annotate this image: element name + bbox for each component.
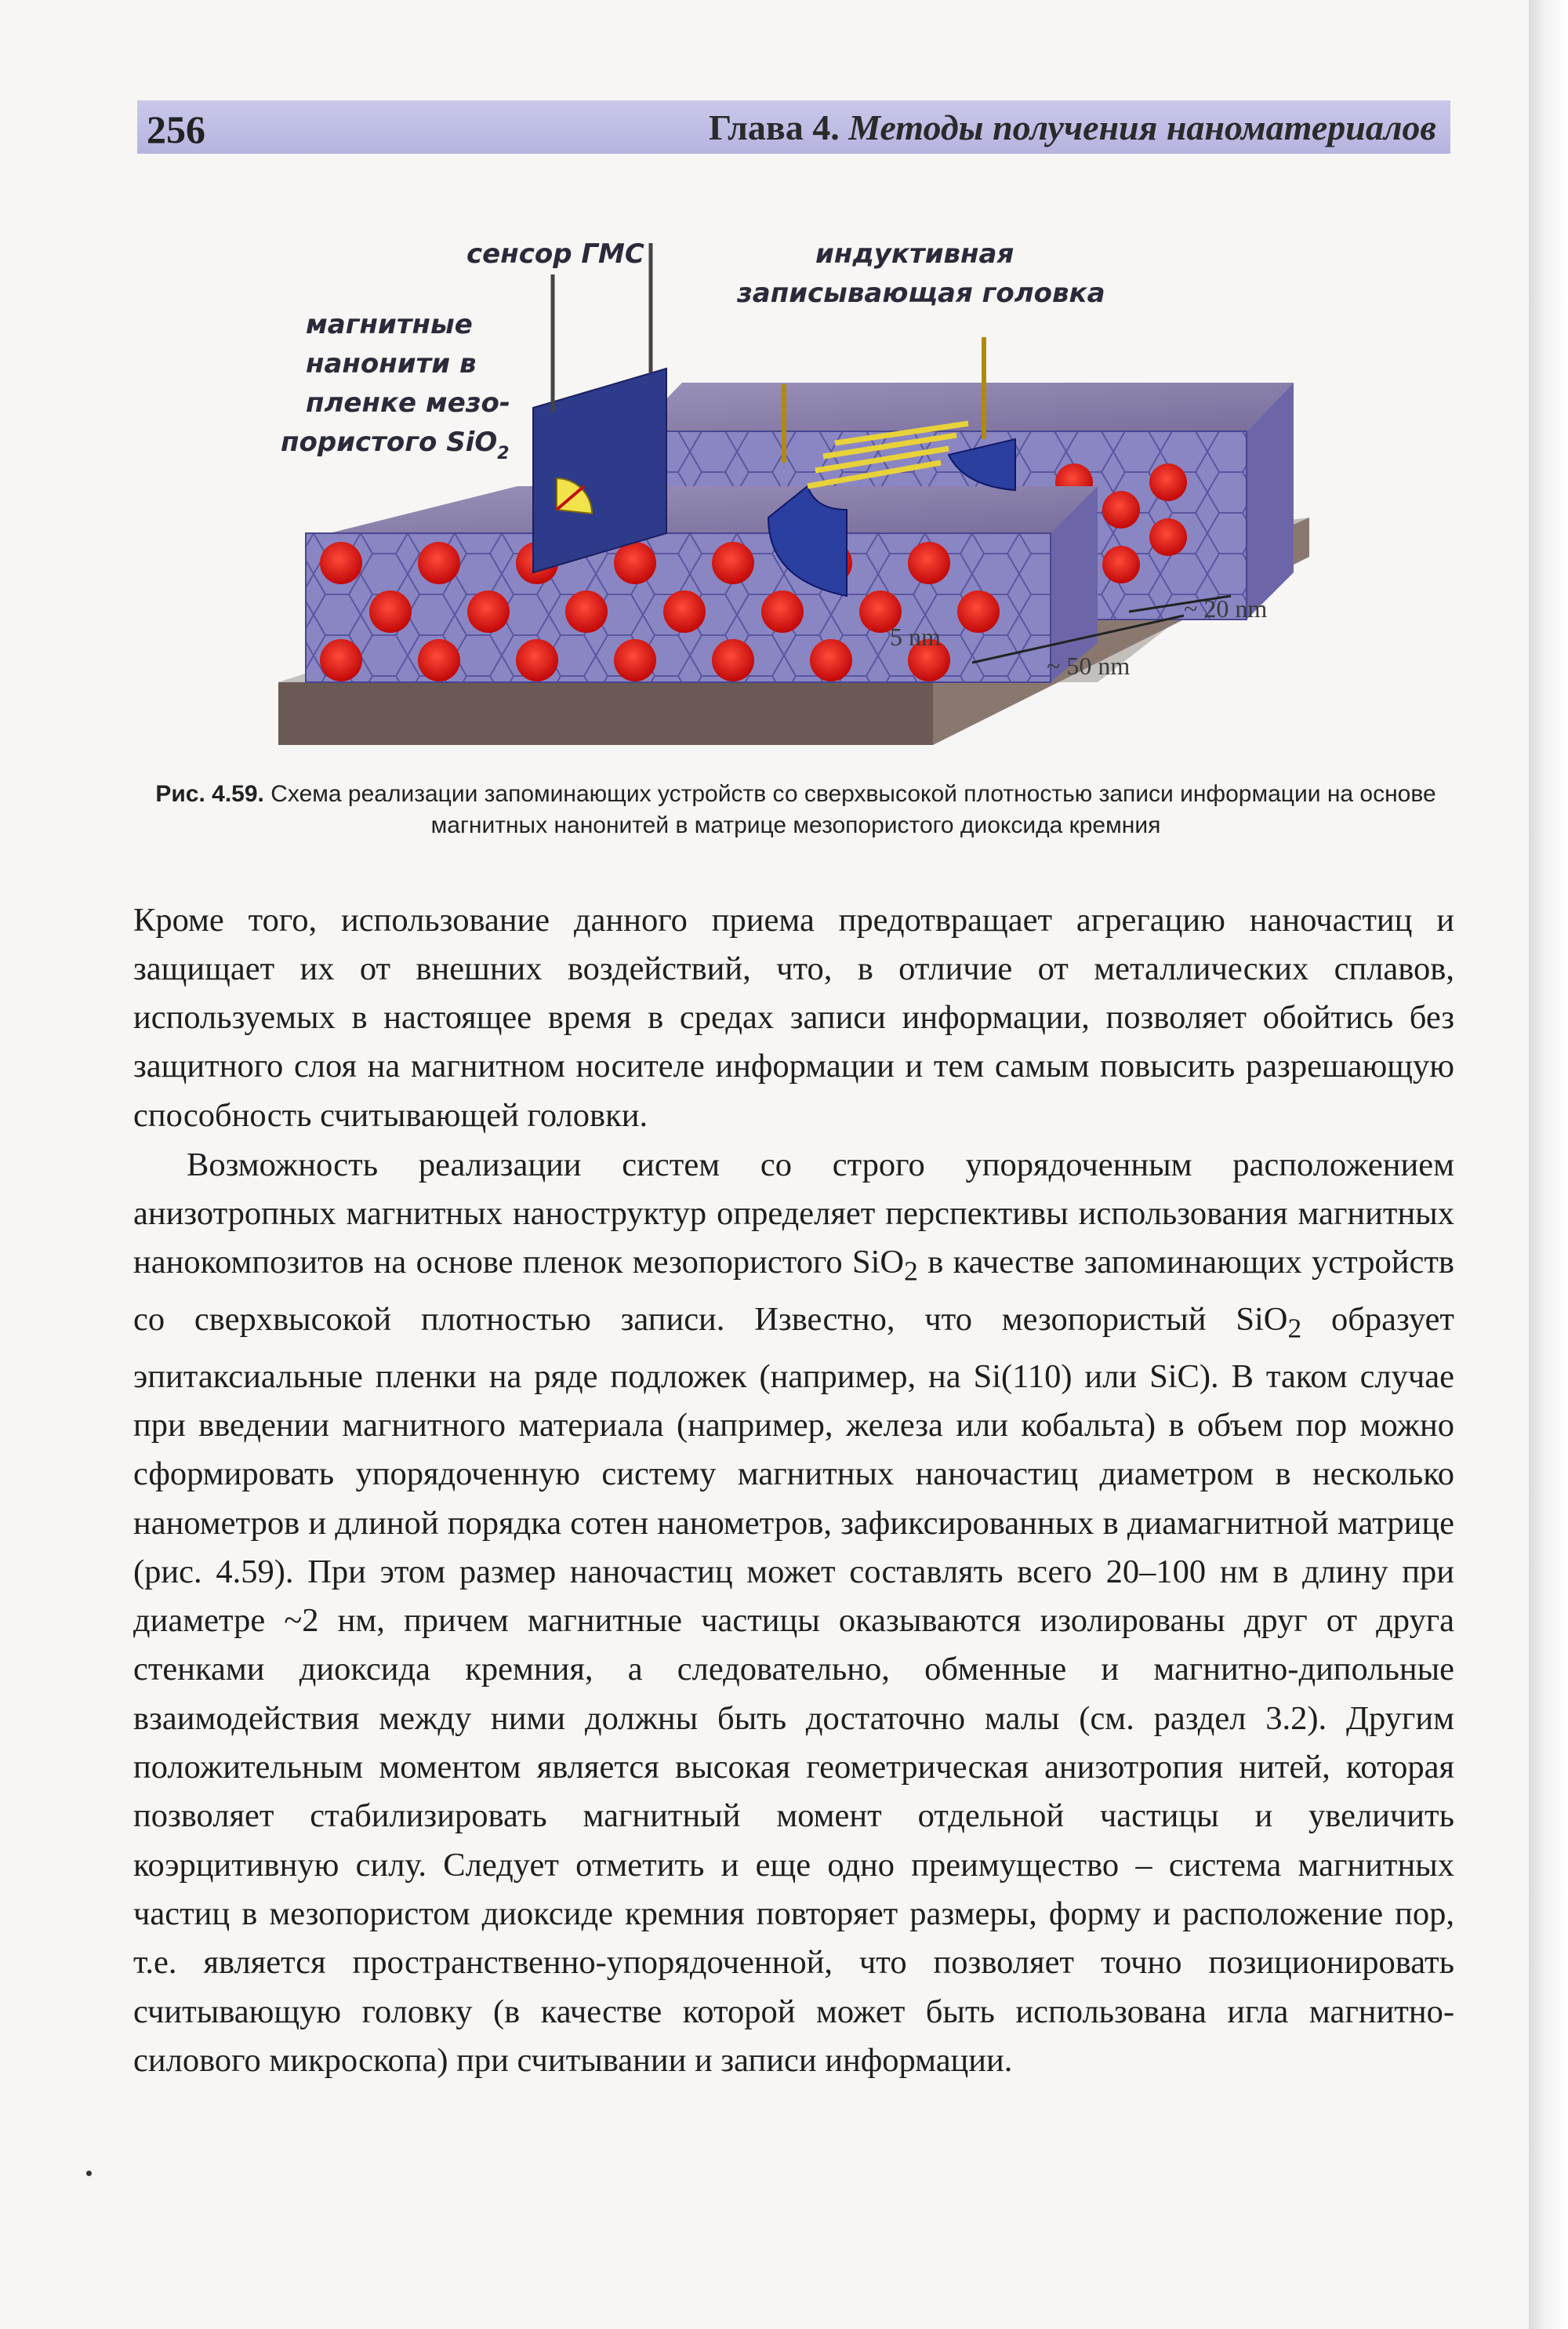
label-gmr-sensor: сенсор ГМС — [466, 238, 644, 270]
label-nanowires-4 — [281, 427, 510, 463]
label-nanowires-sub: 2 — [497, 444, 510, 463]
chapter-title: Методы получения наноматериалов — [848, 107, 1436, 147]
label-nanowires-1: магнитные — [306, 309, 473, 340]
substrate-front — [278, 682, 933, 745]
label-nanowires-4-text: пористого SiO — [281, 427, 498, 458]
subscript-2-b: 2 — [1287, 1312, 1302, 1344]
chapter-label: Глава 4. — [708, 107, 840, 147]
paragraph-2-part-1: Возможность реализации систем со строго упорядоченным расположением анизотропных магнитных наноструктур определяет перспективы использования магнитных нанокомпозитов на основе пленок мезопористого SiO — [133, 1146, 1454, 1281]
label-write-head-2: записывающая головка — [737, 278, 1105, 309]
paragraph-2 — [133, 1141, 1454, 2086]
subscript-2-a: 2 — [904, 1255, 918, 1287]
figure-caption — [137, 779, 1454, 841]
caption-label: Рис. 4.59. — [155, 781, 264, 807]
label-write-head-1: индуктивная — [815, 238, 1014, 270]
paragraph-2-part-2: в качестве запоминающих устройств со сверхвысокой плотностью записи. Известно, что мезопористый SiO — [133, 1244, 1454, 1338]
label-5nm: 5 nm — [890, 623, 941, 651]
front-block-top — [329, 486, 1098, 533]
label-nanowires-3: пленке мезо- — [306, 387, 510, 419]
label-20nm: ~ 20 nm — [1184, 594, 1268, 623]
running-head — [709, 107, 1436, 148]
label-50nm: ~ 50 nm — [1047, 652, 1131, 680]
page-header — [137, 100, 1450, 154]
margin-dot — [86, 2171, 92, 2176]
page-edge — [1529, 0, 1568, 2329]
paragraph-1: Кроме того, использование данного приема предотвращает агрегацию наночастиц и защищает их от внешних воздействий, что, в отличие от металлических сплавов, используемых в настоящее время в средах записи информации, позволяет обойтись без защитного слоя на магнитном носителе информации и тем самым повысить разрешающую способность считывающей головки. — [133, 901, 1454, 1134]
label-nanowires-2: нанонити в — [306, 348, 477, 380]
page-number: 256 — [147, 107, 205, 151]
paragraph-2-part-3: образует эпитаксиальные пленки на ряде подложек (например, на Si(110) или SiC). В таком случае при введении магнитного материала (например, железа или кобальта) в объем пор можно сформировать упорядоченную систему магнитных наночастиц диаметром в несколько нанометров и длиной порядка сотен нанометров, зафиксированных в диамагнитной матрице (рис. 4.59). При этом размер наночастиц может составлять всего 20–100 нм в длину при диаметре ~2 нм, причем магнитные частицы оказываются изолированы друг от друга стенками диоксида кремния, а следовательно, обменные и магнитно-дипольные взаимодействия между ними должны быть достаточно малы (см. раздел 3.2). Другим положительным моментом является высокая геометрическая анизотропия нитей, которая позволяет стабилизировать магнитный момент отдельной частицы и увеличить коэрцитивную силу. Следует отметить и еще одно преимущество – система магнитных частиц в мезопористом диоксиде кремния повторяет размеры, форму и расположение пор, т.е. является пространственно-упорядоченной, что позволяет точно позиционировать считывающую головку (в качестве которой может быть использована игла магнитно-силового микроскопа) при считывании и записи информации. — [133, 1300, 1454, 2079]
figure-diagram — [267, 227, 1333, 753]
caption-text: Схема реализации запоминающих устройств со сверхвысокой плотностью записи информации на основе магнитных нанонитей в матрице мезопористого диоксида кремния — [270, 781, 1436, 838]
